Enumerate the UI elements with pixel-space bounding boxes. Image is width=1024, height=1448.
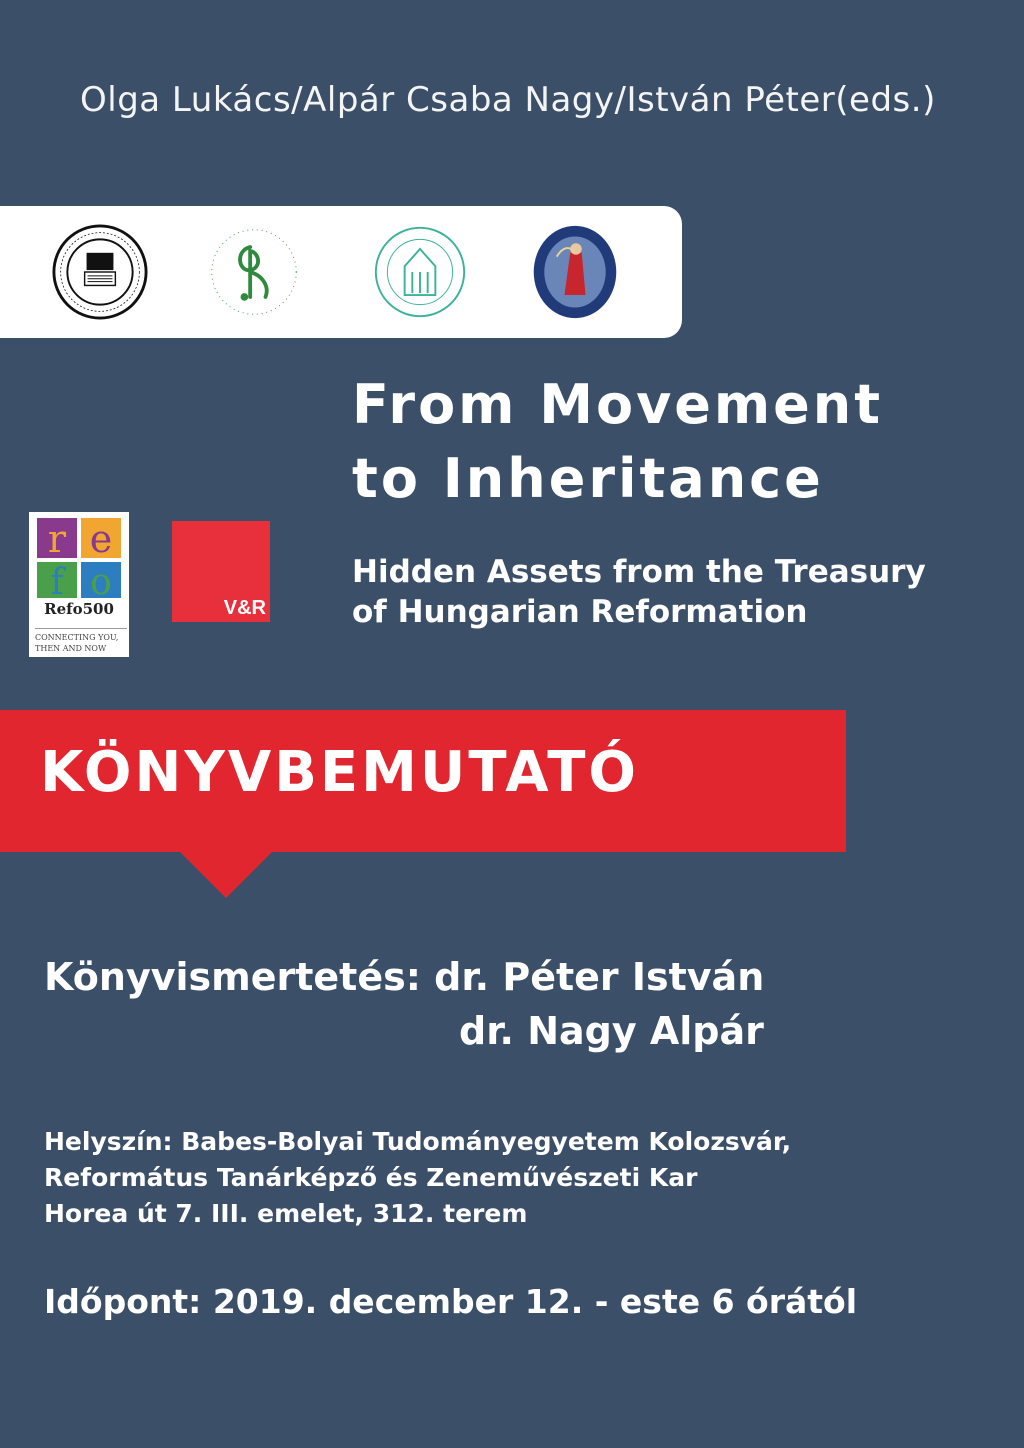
refo500-tagline-1: CONNECTING YOU,: [35, 633, 119, 642]
hosszu-reformacio-icon: [372, 224, 468, 320]
svg-text:e: e: [89, 517, 113, 561]
svg-text:o: o: [90, 562, 112, 600]
event-banner-text: KÖNYVBEMUTATÓ: [40, 740, 640, 805]
book-subtitle: [352, 552, 1012, 632]
banner-pointer: [178, 850, 274, 898]
vr-publisher-logo: [172, 521, 270, 622]
venue-line1: Helyszín: Babes-Bolyai Tudományegyetem Kolozsvár,: [44, 1127, 792, 1156]
venue-line3: Horea út 7. III. emelet, 312. terem: [44, 1199, 528, 1228]
reviewers-line2: dr. Nagy Alpár: [459, 1009, 764, 1053]
theologia-reformata-et-musica-icon: [206, 224, 302, 320]
editors-line: Olga Lukács/Alpár Csaba Nagy/István Péter(eds.): [80, 80, 936, 120]
refo500-logo: [29, 512, 129, 657]
venue-line2: Református Tanárképző és Zeneművészeti Kar: [44, 1163, 698, 1192]
refo500-tagline-2: THEN AND NOW: [35, 644, 107, 653]
logo-band: [0, 206, 682, 338]
book-subtitle-line1: Hidden Assets from the Treasury: [352, 554, 926, 590]
svg-text:r: r: [47, 517, 67, 561]
reviewers-line1: Könyvismertetés: dr. Péter István: [44, 955, 765, 999]
venue: [44, 1124, 994, 1232]
reviewers: [44, 950, 764, 1058]
book-title-line1: From Movement: [352, 373, 884, 436]
book-subtitle-line2: of Hungarian Reformation: [352, 594, 808, 630]
vr-logo-text: V&R: [223, 597, 266, 619]
refo500-letters-icon: [29, 512, 129, 600]
book-title-line2: to Inheritance: [352, 447, 824, 510]
refo500-tagline: [35, 628, 127, 654]
university-seal-icon: [52, 224, 148, 320]
refo500-name: Refo500: [44, 600, 114, 618]
magyar-tudomanyos-akademia-icon: [530, 224, 620, 320]
svg-text:f: f: [50, 562, 64, 600]
event-time: Időpont: 2019. december 12. - este 6 órától: [44, 1282, 858, 1321]
book-title: [352, 368, 992, 516]
